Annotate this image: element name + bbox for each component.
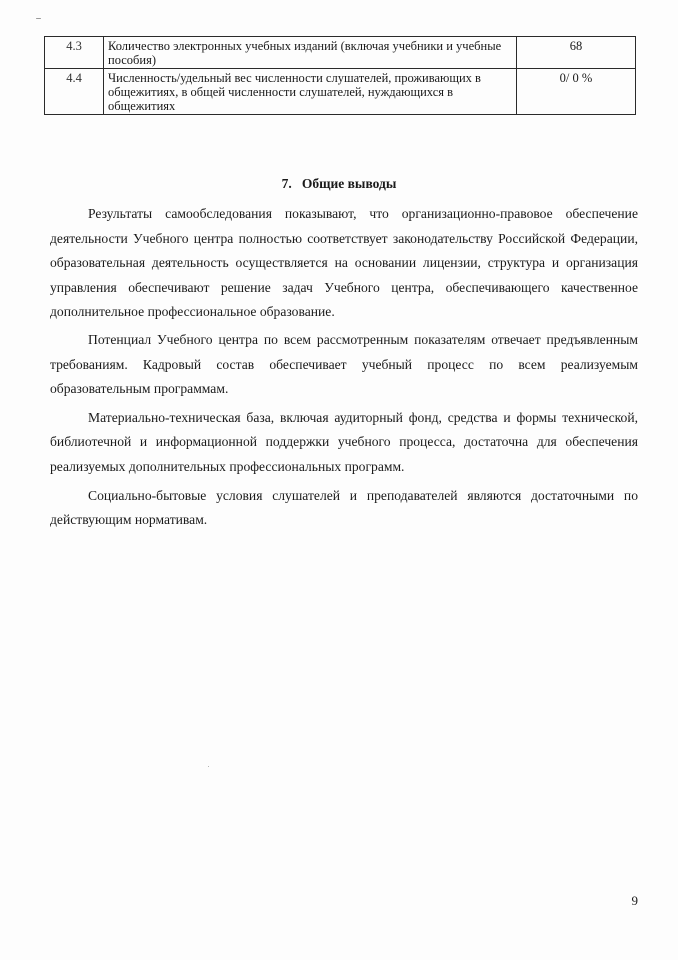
scan-speck	[208, 766, 209, 767]
row-number: 4.3	[45, 37, 104, 69]
table-row	[45, 37, 636, 69]
paragraph: Результаты самообследования показывают, что организационно-правовое обеспечение деятельности Учебного центра полностью соответствует законодательству Российской Федерации, образовательная деятельность осуществляется на основании лицензии, структура и организация управления обеспечивают решение задач Учебного центра, обеспечивающего качественное дополнительное профессиональное образование.	[50, 206, 638, 320]
table-row	[45, 69, 636, 115]
indicator-value: 0/ 0 %	[517, 69, 636, 115]
row-number: 4.4	[45, 69, 104, 115]
scan-speck	[36, 18, 41, 19]
indicators-table	[44, 36, 636, 115]
paragraph: Социально-бытовые условия слушателей и преподавателей являются достаточными по действующим нормативам.	[50, 487, 638, 528]
conclusions-text	[50, 202, 638, 533]
indicator-name: Численность/удельный вес численности слушателей, проживающих в общежитиях, в общей численности слушателей, нуждающихся в общежитиях	[104, 69, 517, 115]
paragraph: Потенциал Учебного центра по всем рассмотренным показателям отвечает предъявленным требованиям. Кадровый состав обеспечивает учебный процесс по всем реализуемым образовательным программам.	[50, 331, 638, 397]
section-heading: 7. Общие выводы	[281, 176, 397, 191]
indicator-value: 68	[517, 37, 636, 69]
paragraph: Материально-техническая база, включая аудиторный фонд, средства и формы технической, библиотечной и информационной поддержки учебного процесса, достаточна для обеспечения реализуемых дополнительных профессиональных программ.	[50, 409, 638, 474]
indicator-name: Количество электронных учебных изданий (включая учебники и учебные пособия)	[104, 37, 517, 69]
page-number: 9	[631, 893, 638, 908]
